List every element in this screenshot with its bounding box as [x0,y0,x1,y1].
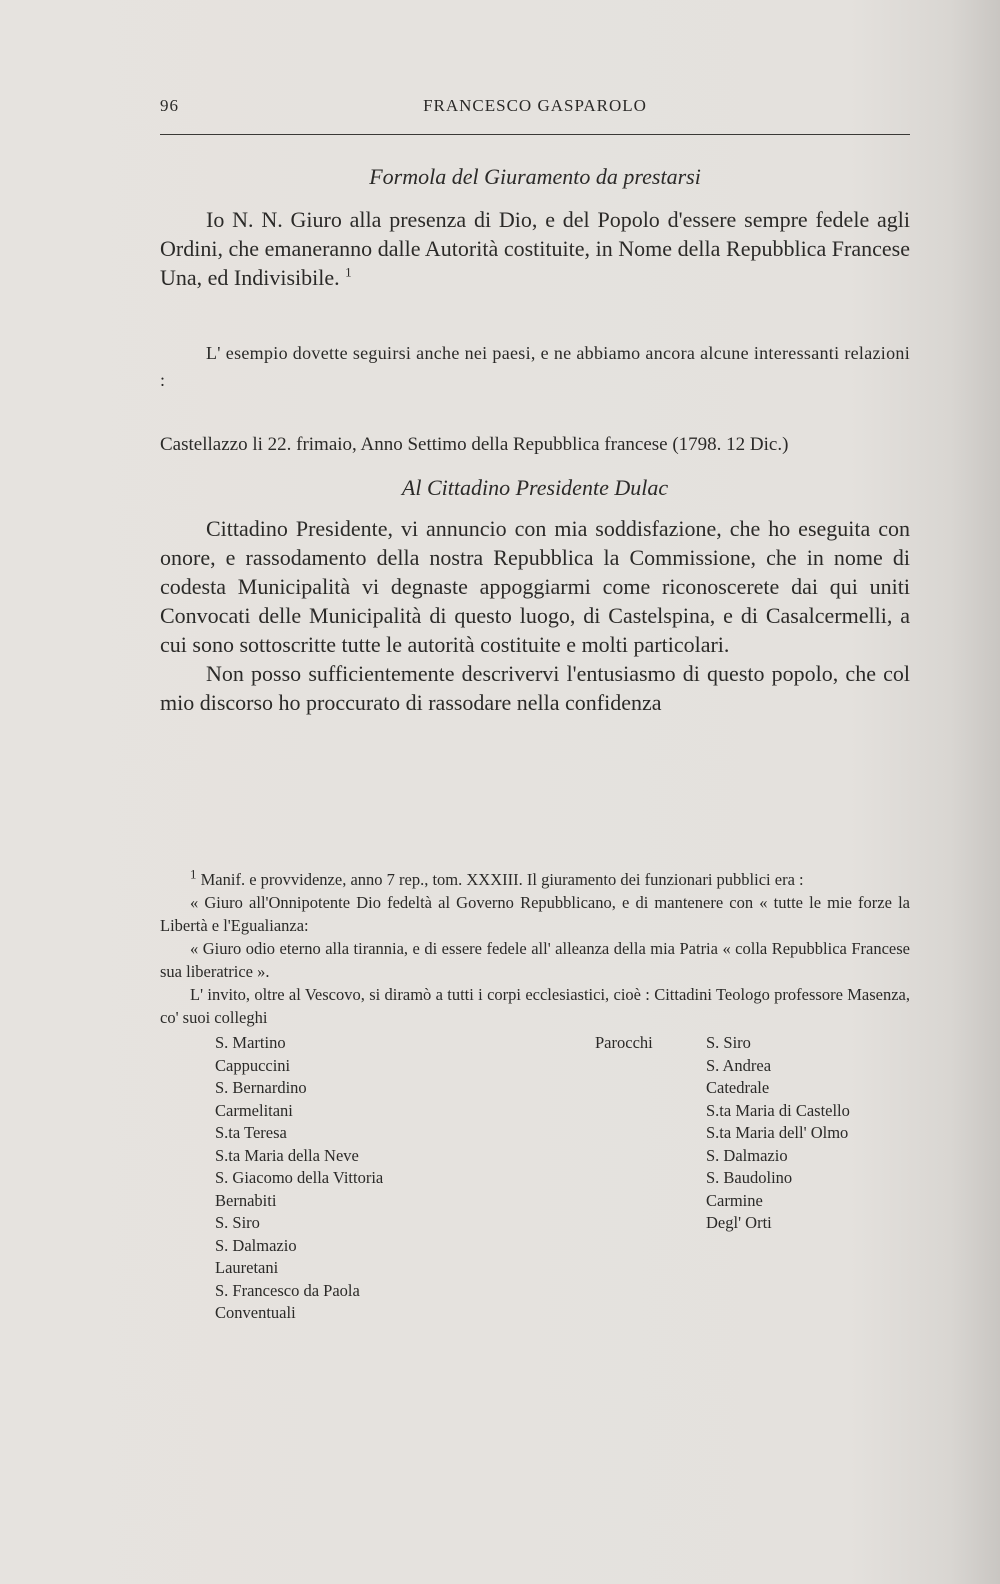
running-head [160,96,910,122]
oath-text: Io N. N. Giuro alla presenza di Dio, e del Popolo d'essere sempre fedele agli Ordini, che emaneranno dalle Autorità costituite, in Nome della Repubblica Francese Una, ed Indivisibile. [160,207,910,290]
main-text [160,162,910,717]
footnote-1 [160,868,910,891]
oath-quote-2: « Giuro odio eterno alla tirannia, e di essere fedele all' alleanza della mia Patria « colla Repubblica Francese sua liberatrice ». [160,939,910,981]
letter-paragraph-1: Cittadino Presidente, vi annuncio con mia soddisfazione, che ho eseguita con onore, e rassodamento della nostra Repubblica la Commissione, che in nome di codesta Municipalità vi degnaste appoggiarmi come riconoscerete dai qui uniti Convocati delle Municipalità di questo luogo, di Castelspina, e di Casalcermelli, a cui sono sottoscritte tutte le autorità costituite e molti particolari. [160,516,910,657]
parish-label-column [595,1031,653,1054]
list-item: S. Bernardino [215,1078,307,1097]
list-item: S. Siro [706,1033,751,1052]
footnote-ref: 1 [345,264,352,280]
list-item: S. Siro [215,1213,260,1232]
addressee: Al Cittadino Presidente Dulac [401,475,669,500]
list-item: S. Dalmazio [706,1145,788,1165]
footnotes [160,868,910,1331]
oath-heading: Formola del Giuramento da prestarsi [369,164,701,189]
list-item: S. Giacomo della Vittoria [215,1168,384,1187]
list-item: S.ta Teresa [215,1123,287,1142]
list-item: S. Dalmazio [215,1235,297,1255]
oath-quote-1: « Giuro all'Onnipotente Dio fedeltà al Governo Repubblicano, e di mantenere con « tutte le mie forze la Libertà e l'Egualianza: [160,893,910,935]
list-item: Carmelitani [215,1100,293,1120]
page-number: 96 [160,96,179,115]
list-item: Catedrale [706,1078,770,1097]
header-rule [160,134,910,135]
list-item: Cappuccini [215,1055,291,1075]
list-item: S.ta Maria dell' Olmo [706,1123,849,1142]
running-title: FRANCESCO GASPAROLO [423,96,647,115]
church-list-left [215,1031,383,1324]
list-item: Lauretani [215,1258,279,1277]
list-item: S. Martino [215,1033,286,1052]
footnote-text: Manif. e provvidenze, anno 7 rep., tom. XXXIII. Il giuramento dei funzionari pubblici era : [200,870,804,889]
list-item: Conventuali [215,1303,296,1322]
church-list-right [706,1031,850,1234]
list-item: S. Andrea [706,1055,772,1075]
list-item: Degl' Orti [706,1213,772,1232]
letter-paragraph-2: Non posso sufficientemente descrivervi l'entusiasmo di questo popolo, che col mio discorso ho proccurato di rassodare nella confidenza [160,661,910,715]
list-item: S. Baudolino [706,1168,793,1187]
list-item: S.ta Maria della Neve [215,1145,359,1165]
list-item: S.ta Maria di Castello [706,1100,850,1120]
church-list [160,1031,910,1331]
example-paragraph: L' esempio dovette seguirsi anche nei paesi, e ne abbiamo ancora alcune interessanti relazioni : [160,343,910,390]
list-item: Carmine [706,1190,763,1210]
list-item: Bernabiti [215,1190,277,1210]
oath-paragraph [160,205,910,292]
dateline: Castellazzo li 22. frimaio, Anno Settimo della Repubblica francese (1798. 12 Dic.) [160,434,789,455]
spacer [160,292,910,340]
footnote-number: 1 [190,866,197,882]
invite-paragraph: L' invito, oltre al Vescovo, si diramò a tutti i corpi ecclesiastici, cioè : Cittadini Teologo professore Masenza, co' suoi colleghi [160,985,910,1027]
parish-label: Parocchi [595,1033,653,1052]
list-item: S. Francesco da Paola [215,1280,360,1300]
